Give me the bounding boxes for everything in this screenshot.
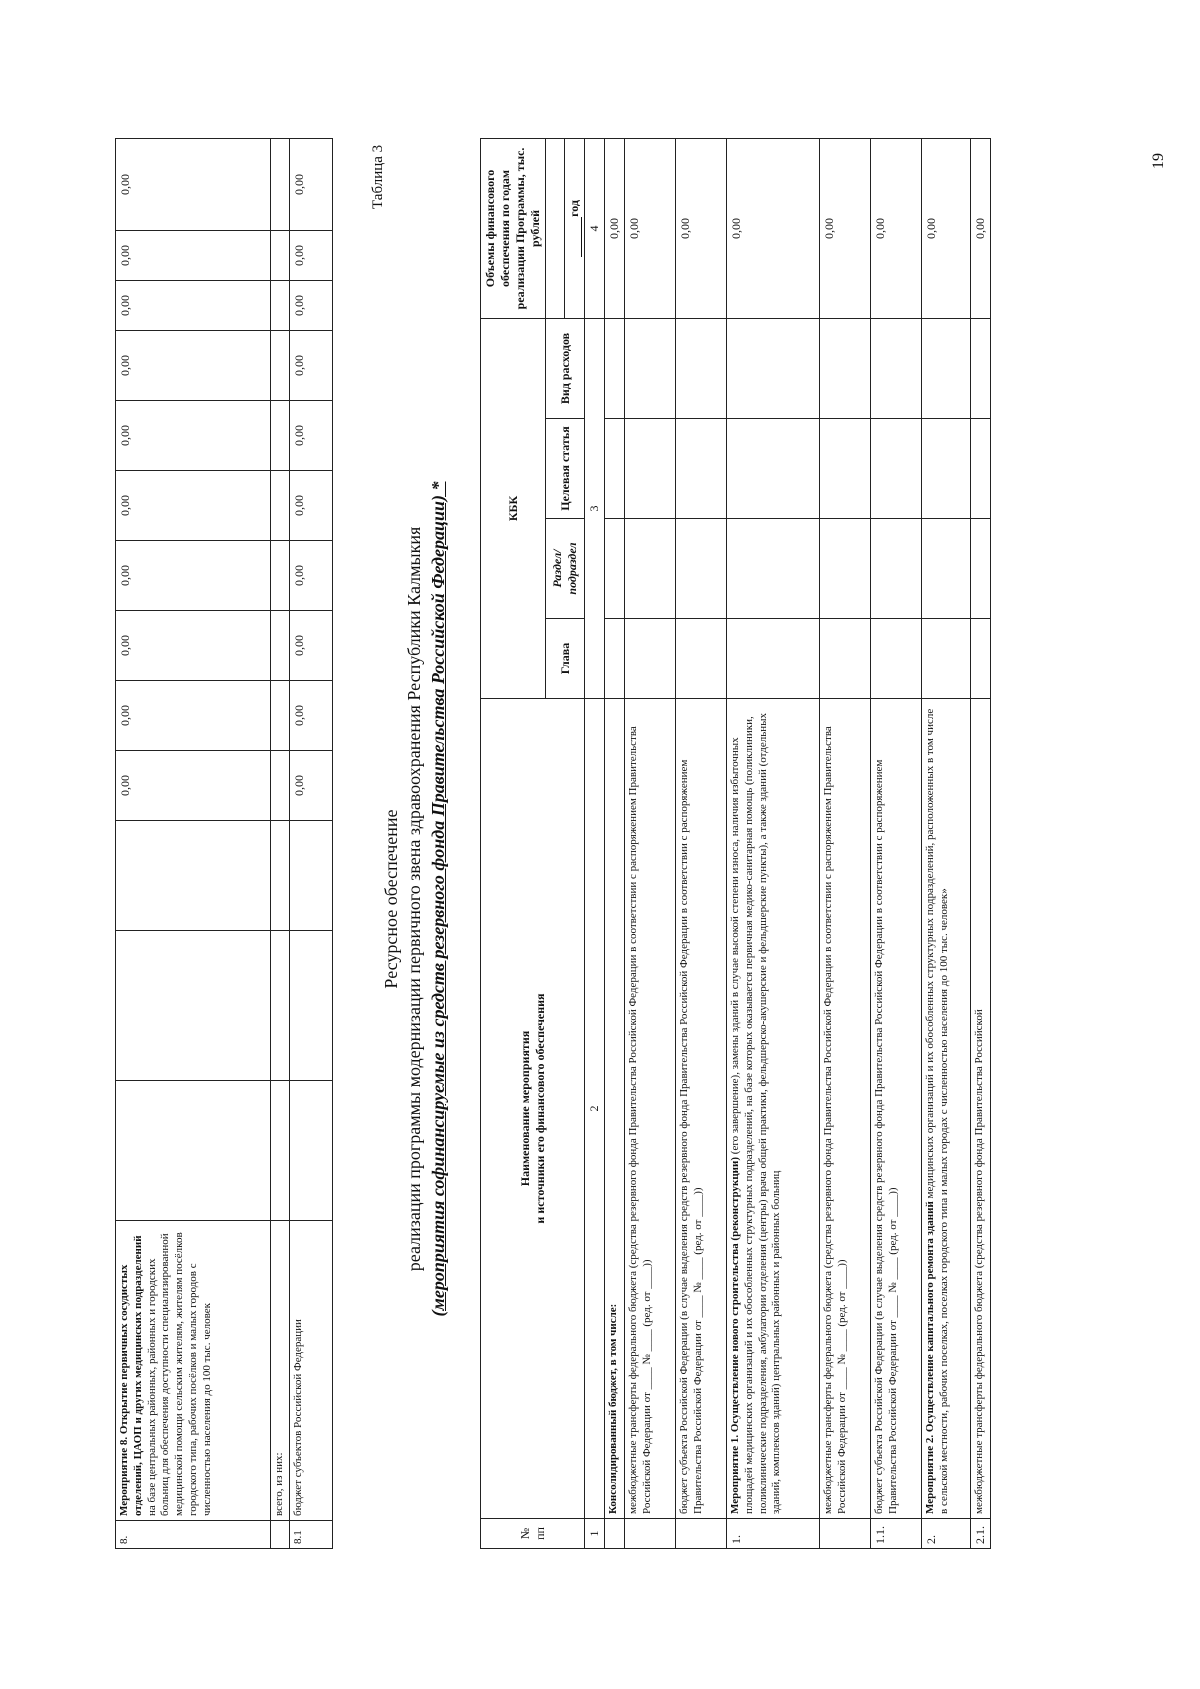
table-row: межбюджетные трансферты федерального бюджета (средства резервного фонда Правительства Российской Федерации в соответствии с распоряжением Правительства Российской Федерации от ____ № ____ (ред. от ____)) 0,00 — [625, 138, 676, 1548]
header-vid: Вид расходов — [546, 318, 585, 418]
title-line-1: Ресурсное обеспечение — [381, 809, 401, 989]
document-title — [380, 309, 450, 1489]
header-year: год — [565, 138, 585, 318]
title-line-2: реализации программы модернизации первичного звена здравоохранения Республики Калмыкия — [404, 526, 425, 1272]
value-cell: 0,00 — [820, 138, 871, 318]
value-cell: 0,00 — [922, 138, 971, 318]
top-table — [115, 138, 333, 1549]
value-cell: 0,00 — [676, 138, 727, 318]
value-cell: 0,00 — [289, 751, 332, 821]
row-number: 8.1 — [289, 1521, 332, 1549]
value-cell: 0,00 — [289, 139, 332, 231]
value-cell: 0,00 — [625, 138, 676, 318]
value-cell: 0,00 — [116, 681, 271, 751]
header-razdel: Раздел/ подраздел — [546, 519, 585, 619]
value-cell: 0,00 — [116, 751, 271, 821]
header-statya: Целевая статья — [546, 419, 585, 519]
table-row: межбюджетные трансферты федерального бюджета (средства резервного фонда Правительства Российской Федерации в соответствии с распоряжением Правительства Российской Федерации от ____ № ____ (ред. от ____)) 0,00 — [820, 138, 871, 1548]
value-cell: 0,00 — [116, 541, 271, 611]
value-cell: 0,00 — [116, 331, 271, 401]
value-cell: 0,00 — [289, 681, 332, 751]
header-name: Наименование мероприятия и источники его финансового обеспечения — [481, 699, 585, 1519]
total-label: всего, из них: — [271, 1221, 290, 1521]
table-row — [271, 139, 290, 1549]
table-row — [116, 139, 271, 1549]
title-line-3: (мероприятия софинансируемые из средств резервного фонда Правительства Российской Федерации) * — [427, 481, 448, 1317]
table-row: Консолидированный бюджет, в том числе: 0,00 — [605, 138, 625, 1548]
row-number: 8. — [116, 1521, 271, 1549]
header-volumes: Объемы финансового обеспечения по годам реализации Программы, тыс. рублей — [481, 138, 546, 318]
value-cell: 0,00 — [727, 138, 820, 318]
table-row: 1. Мероприятие 1. Осуществление нового строительства (реконструкции) (его завершение), замены зданий в случае высокой степени износа, наличия избыточных площадей медицинских организаций и их обособленных структурных подразделений, на базе которых оказывается первичная медико-санитарная помощь (поликлиники, поликлинические подразделения, амбулатории отделения (центры) врача общей практики, фельдшерско-акушерские и фельдшерские пункты), а также зданий (отдельных зданий, комплексов зданий) центральных районных и районных больниц 0,00 — [727, 138, 820, 1548]
table-label: Таблица 3 — [370, 144, 386, 209]
value-cell: 0,00 — [289, 611, 332, 681]
value-cell: 0,00 — [116, 139, 271, 231]
value-cell: 0,00 — [289, 401, 332, 471]
table-row: 2. Мероприятие 2. Осуществление капитального ремонта зданий медицинских организаций и их обособленных структурных подразделений, расположенных в том числе в сельской местности, рабочих поселках, поселках городского типа и малых городах с численностью населения до 100 тыс. человек» 0,00 — [922, 138, 971, 1548]
value-cell: 0,00 — [289, 541, 332, 611]
table-header-row — [481, 138, 546, 1548]
value-cell: 0,00 — [116, 231, 271, 281]
table-row: 2.1. межбюджетные трансферты федерального бюджета (средства резервного фонда Правительства Российской 0,00 — [971, 138, 991, 1548]
value-cell: 0,00 — [605, 138, 625, 318]
value-cell: 0,00 — [289, 231, 332, 281]
row-description: Мероприятие 8. Открытие первичных сосудистых отделений, ЦАОП и других медицинских подразделений на базе центральных районных, районных и городских больниц для обеспечения доступности специализированной медицинской помощи сельским жителям, жителям посёлков городского типа, рабочих посёлков и малых городов с численностью населения до 100 тыс. человек — [116, 1221, 271, 1521]
row-description: бюджет субъектов Российской Федерации — [289, 1221, 332, 1521]
value-cell: 0,00 — [289, 471, 332, 541]
value-cell: 0,00 — [289, 281, 332, 331]
header-kbk: КБК — [481, 318, 546, 698]
value-cell: 0,00 — [116, 401, 271, 471]
value-cell: 0,00 — [871, 138, 922, 318]
value-cell: 0,00 — [116, 471, 271, 541]
table-row: 1.1. бюджет субъекта Российской Федерации (в случае выделения средств резервного фонда Правительства Российской Федерации в соответствии с распоряжением Правительства Российской Федерации от ____ № ____ (ред. от ____)) 0,00 — [871, 138, 922, 1548]
header-num: № пп — [481, 1519, 585, 1549]
value-cell: 0,00 — [289, 331, 332, 401]
value-cell: 0,00 — [116, 611, 271, 681]
table-row: бюджет субъекта Российской Федерации (в случае выделения средств резервного фонда Правительства Российской Федерации в соответствии с распоряжением Правительства Российской Федерации от ____ № ____ (ред. от ____)) 0,00 — [676, 138, 727, 1548]
table-row — [289, 139, 332, 1549]
page-number: 19 — [1150, 153, 1167, 169]
index-row: 1 2 3 4 — [585, 138, 605, 1548]
value-cell: 0,00 — [116, 281, 271, 331]
resource-table — [480, 138, 991, 1549]
value-cell: 0,00 — [971, 138, 991, 318]
header-glava: Глава — [546, 619, 585, 699]
